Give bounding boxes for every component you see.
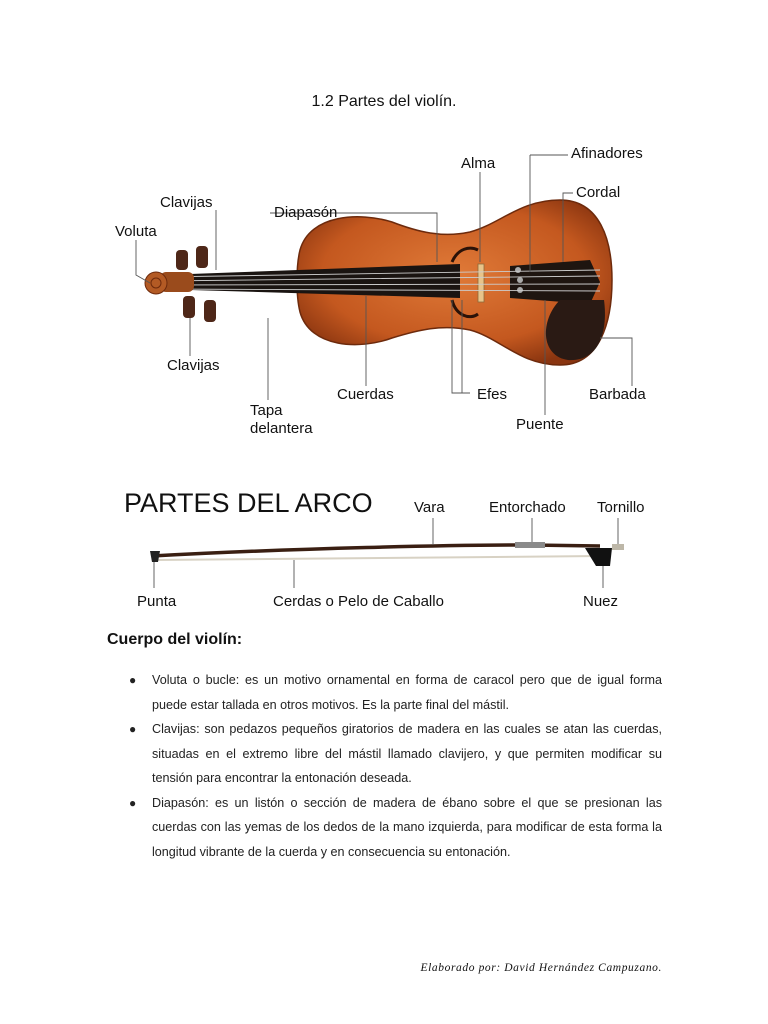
bullet-text: Clavijas: son pedazos pequeños giratorios de madera en las cuales se atan las cuerdas, situadas en el extremo libre del mástil llamado clavijero, y que permiten modificar su tensión para encontrar la entonación deseada. <box>152 722 662 785</box>
bullet-icon: ● <box>129 722 137 736</box>
label-alma: Alma <box>461 155 496 172</box>
bullet-text: Diapasón: es un listón o sección de madera de ébano sobre el que se presionan las cuerdas con las yemas de los dedos de la mano izquierda, para modificar de esta forma la longitud vibrante de la cuerda y en consecuencia su entonación. <box>152 795 662 859</box>
bullet-list <box>129 668 662 864</box>
label-tornillo: Tornillo <box>597 499 645 516</box>
bullet-icon: ● <box>129 795 137 810</box>
label-tapa-line2: delantera <box>250 420 313 437</box>
label-afinadores: Afinadores <box>571 145 643 162</box>
page-title: 1.2 Partes del violín. <box>311 93 457 110</box>
label-vara: Vara <box>414 499 445 516</box>
footer-credit: Elaborado por: David Hernández Campuzano. <box>420 962 662 974</box>
label-puente: Puente <box>516 416 564 433</box>
label-barbada: Barbada <box>589 386 646 403</box>
label-cordal: Cordal <box>576 184 621 201</box>
section-heading: Cuerpo del violín: <box>107 631 243 648</box>
list-item <box>129 791 662 865</box>
list-item <box>129 668 662 717</box>
label-tapa-line1: Tapa <box>250 402 283 419</box>
label-efes: Efes <box>477 386 508 403</box>
label-cuerdas: Cuerdas <box>337 386 394 403</box>
label-diapason: Diapasón <box>274 204 338 221</box>
label-clavijas-bottom: Clavijas <box>167 357 220 374</box>
label-clavijas-top: Clavijas <box>160 194 213 211</box>
bullet-text: Voluta o bucle: es un motivo ornamental en forma de caracol pero que de igual forma puede estar tallada en otros motivos. Es la parte final del mástil. <box>152 673 662 712</box>
bow-hair <box>155 556 600 560</box>
list-item <box>129 717 662 791</box>
label-nuez: Nuez <box>583 593 619 610</box>
label-voluta: Voluta <box>115 223 157 240</box>
bow-winding <box>515 542 545 548</box>
bow-title: PARTES DEL ARCO <box>124 488 373 518</box>
label-cerdas: Cerdas o Pelo de Caballo <box>273 593 444 610</box>
label-entorchado: Entorchado <box>489 499 566 516</box>
label-punta: Punta <box>137 593 177 610</box>
bullet-icon: ● <box>129 673 137 687</box>
bow-screw <box>612 544 624 550</box>
